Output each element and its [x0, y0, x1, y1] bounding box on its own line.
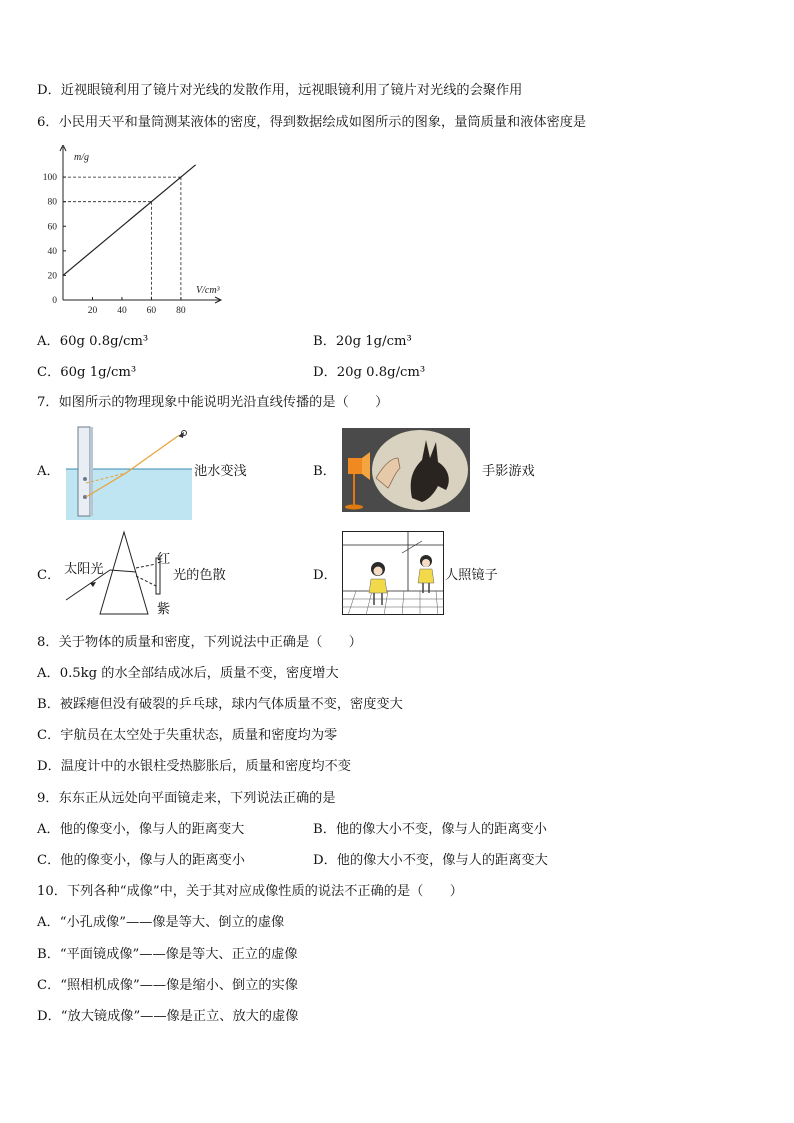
- y-tick-label: 40: [47, 246, 57, 257]
- q8-option-c: C．宇航员在太空处于失重状态，质量和密度均为零: [37, 728, 338, 743]
- q7-option-a-caption: 池水变浅: [194, 464, 247, 479]
- q9-stem: 9．东东正从远处向平面镜走来，下列说法正确的是: [37, 791, 336, 806]
- q8-option-b: B．被踩瘪但没有破裂的乒乓球，球内气体质量不变，密度变大: [37, 697, 403, 712]
- q7-option-b-caption: 手影游戏: [482, 464, 535, 479]
- q5-option-d: D．近视眼镜利用了镜片对光线的发散作用，远视眼镜利用了镜片对光线的会聚作用: [37, 83, 523, 98]
- x-axis-label: V/cm³: [196, 285, 220, 296]
- q8-option-a: A．0.5kg 的水全部结成冰后，质量不变，密度增大: [37, 666, 339, 681]
- red-label: 红: [157, 552, 171, 567]
- q9-option-b: B．他的像大小不变，像与人的距离变小: [313, 822, 547, 837]
- q8-option-d: D．温度计中的水银柱受热膨胀后，质量和密度均不变: [37, 759, 351, 774]
- mass-volume-graph: [30, 145, 230, 320]
- q6-option-b: B．20g 1g/cm³: [313, 334, 412, 349]
- series-line: [63, 165, 196, 276]
- x-tick-label: 40: [117, 306, 127, 316]
- q7-option-d-caption: 人照镜子: [445, 568, 498, 583]
- q10-option-b: B．“平面镜成像”——像是等大、正立的虚像: [37, 947, 298, 962]
- y-tick-label: 100: [42, 173, 57, 184]
- q6-stem: 6．小民用天平和量筒测某液体的密度，得到数据绘成如图所示的图象，量筒质量和液体密度是: [37, 115, 587, 130]
- q10-stem: 10．下列各种“成像”中，关于其对应成像性质的说法不正确的是（ ）: [37, 884, 463, 899]
- q9-option-c: C．他的像变小，像与人的距离变小: [37, 853, 245, 868]
- q10-option-c: C．“照相机成像”——像是缩小、倒立的实像: [37, 978, 298, 993]
- mirror-reflection-illustration: [342, 531, 444, 615]
- x-tick-label: 20: [87, 306, 98, 316]
- q6-option-d: D．20g 0.8g/cm³: [313, 365, 426, 380]
- q6-option-a: A．60g 0.8g/cm³: [37, 334, 149, 349]
- purple-label: 紫: [157, 602, 171, 617]
- sunlight-label: 太阳光: [64, 562, 104, 577]
- q9-option-a: A．他的像变小，像与人的距离变大: [37, 822, 245, 837]
- y-tick-label: 0: [52, 296, 57, 306]
- x-tick-label: 60: [146, 306, 157, 316]
- q7-stem: 7．如图所示的物理现象中能说明光沿直线传播的是（ ）: [37, 395, 389, 410]
- y-axis-label: m/g: [74, 152, 89, 163]
- q10-option-a: A．“小孔成像”——像是等大、倒立的虚像: [37, 915, 285, 930]
- x-tick-label: 80: [176, 306, 186, 316]
- q7-option-b-label: B．: [313, 464, 336, 479]
- q7-option-c-label: C．: [37, 568, 61, 583]
- q6-option-c: C．60g 1g/cm³: [37, 365, 137, 380]
- q7-option-c-caption: 光的色散: [173, 568, 226, 583]
- q10-option-d: D．“放大镜成像”——像是正立、放大的虚像: [37, 1009, 299, 1024]
- q8-stem: 8．关于物体的质量和密度，下列说法中正确是（ ）: [37, 635, 362, 650]
- q7-option-d-label: D．: [313, 568, 337, 583]
- pool-refraction-illustration: [66, 425, 192, 520]
- q7-option-a-label: A．: [37, 464, 60, 479]
- hand-shadow-illustration: [342, 428, 470, 512]
- y-tick-label: 80: [47, 197, 57, 208]
- y-tick-label: 60: [47, 222, 57, 233]
- y-tick-label: 20: [47, 271, 57, 282]
- q9-option-d: D．他的像大小不变，像与人的距离变大: [313, 853, 548, 868]
